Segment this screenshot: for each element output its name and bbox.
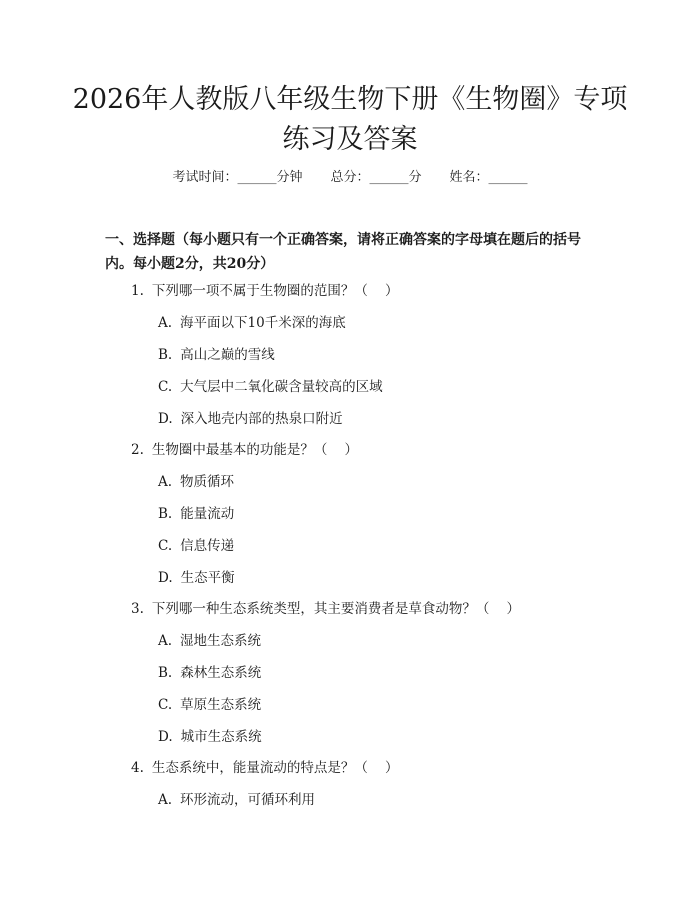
option-1d: [158, 409, 343, 429]
option-text: 高山之巅的雪线: [180, 347, 275, 363]
section-heading: 一、选择题（每小题只有一个正确答案，请将正确答案的字母填在题后的括号内。每小题2分，共20分）: [105, 232, 581, 272]
option-letter: C.: [158, 538, 173, 554]
option-letter: C.: [158, 697, 173, 713]
option-2d: [158, 568, 235, 588]
option-text: 草原生态系统: [180, 697, 262, 713]
question-3: [131, 599, 520, 619]
option-letter: C.: [158, 379, 173, 395]
option-text: 生态平衡: [180, 570, 235, 586]
question-text: 生态系统中，能量流动的特点是？（ ）: [151, 760, 399, 776]
exam-score-field: 总分：______分: [330, 170, 422, 185]
question-text: 下列哪一项不属于生物圈的范围？（ ）: [151, 283, 399, 299]
option-letter: D.: [158, 570, 173, 586]
option-text: 大气层中二氧化碳含量较高的区域: [180, 379, 383, 395]
option-3a: [158, 631, 261, 651]
question-number: 3.: [131, 601, 144, 617]
option-text: 海平面以下10千米深的海底: [180, 315, 346, 331]
option-text: 城市生态系统: [180, 729, 262, 745]
option-letter: A.: [158, 792, 173, 808]
option-2c: [158, 536, 234, 556]
student-name-field: 姓名：______: [449, 170, 528, 185]
question-number: 4.: [131, 760, 144, 776]
option-1c: [158, 377, 383, 397]
option-3b: [158, 663, 261, 683]
option-1b: [158, 345, 275, 365]
option-2b: [158, 504, 234, 524]
option-3d: [158, 727, 262, 747]
exam-info-line: [0, 168, 700, 188]
question-number: 2.: [131, 442, 144, 458]
option-text: 环形流动，可循环利用: [180, 792, 316, 808]
option-letter: D.: [158, 729, 173, 745]
option-1a: [158, 313, 346, 333]
question-2: [131, 440, 358, 460]
option-letter: A.: [158, 633, 173, 649]
option-letter: D.: [158, 411, 173, 427]
exam-time-field: 考试时间：______分钟: [172, 170, 303, 185]
question-1: [131, 281, 399, 301]
question-text: 下列哪一种生态系统类型，其主要消费者是草食动物？（ ）: [151, 601, 521, 617]
option-text: 信息传递: [180, 538, 235, 554]
option-letter: A.: [158, 474, 173, 490]
option-text: 湿地生态系统: [180, 633, 262, 649]
option-letter: B.: [158, 347, 173, 363]
option-text: 森林生态系统: [180, 665, 262, 681]
option-3c: [158, 695, 261, 715]
question-number: 1.: [131, 283, 144, 299]
option-text: 物质循环: [180, 474, 235, 490]
question-4: [131, 758, 399, 778]
page-title: 2026年人教版八年级生物下册《生物圈》专项练习及答案: [72, 84, 628, 155]
option-2a: [158, 472, 234, 492]
option-text: 深入地壳内部的热泉口附近: [180, 411, 343, 427]
option-4a: [158, 790, 315, 810]
option-letter: A.: [158, 315, 173, 331]
question-text: 生物圈中最基本的功能是？（ ）: [151, 442, 359, 458]
option-text: 能量流动: [180, 506, 235, 522]
option-letter: B.: [158, 506, 173, 522]
option-letter: B.: [158, 665, 173, 681]
